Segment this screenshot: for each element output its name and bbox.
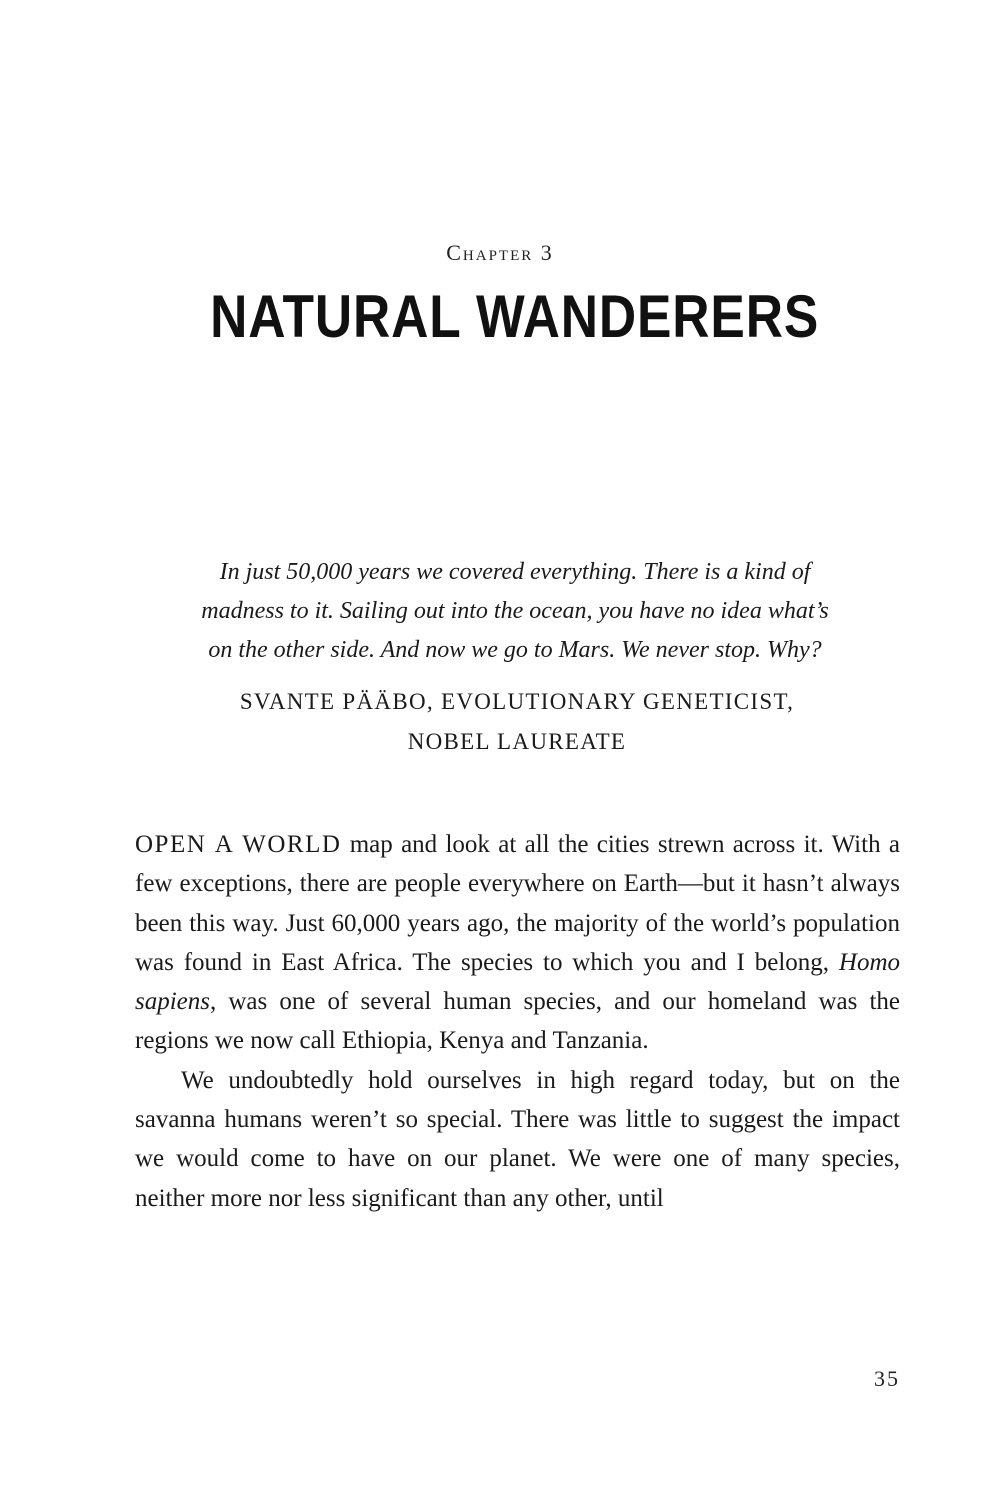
chapter-label: Chapter 3 — [446, 240, 554, 265]
body-paragraph: We undoubtedly hold ourselves in high regard today, but on the savanna humans weren’t so special. There was little to suggest the impact we would come to have on our planet. We were one of many species, neither more nor less significant than any other, until — [135, 1066, 900, 1212]
body-text — [135, 825, 900, 1218]
chapter-title: NATURAL WANDERERS — [210, 283, 820, 350]
attribution-line: SVANTE PÄÄBO, EVOLUTIONARY GENETICIST, — [239, 689, 795, 714]
body-paragraph — [135, 825, 900, 1061]
paragraph-text: map and look at all the cities strewn across it. With a few exceptions, there are people everywhere on Earth—but it hasn’t always been this way. Just 60,000 years ago, the majority of the world’s population was found in East Africa. The species to which you and I belong, — [135, 831, 900, 976]
species-name-emphasis: Homo sapiens — [135, 948, 900, 1016]
epigraph-line: on the other side. And now we go to Mars. We never stop. Why? — [208, 637, 822, 663]
epigraph-attribution — [150, 682, 884, 762]
epigraph-line: In just 50,000 years we covered everything. There is a kind of — [219, 559, 811, 585]
attribution-line: NOBEL LAUREATE — [407, 729, 627, 754]
lead-in-small-caps: OPEN A WORLD — [135, 831, 342, 858]
page-number: 35 — [874, 1366, 900, 1391]
epigraph-line: madness to it. Sailing out into the ocean, you have no idea what’s — [201, 598, 829, 624]
epigraph-quote — [120, 553, 910, 670]
paragraph-text: , was one of several human species, and our homeland was the regions we now call Ethiopia, Kenya and Tanzania. — [135, 988, 900, 1055]
